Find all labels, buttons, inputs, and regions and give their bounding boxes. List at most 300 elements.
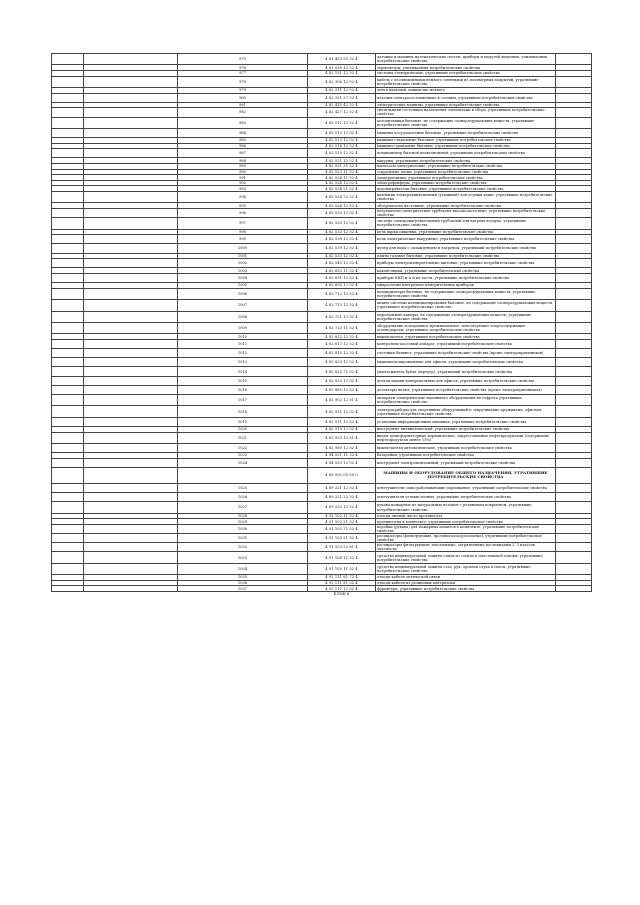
blank-cell-b [84,349,178,358]
waste-name: наконечники, утратившие потребительские свойства [376,268,556,274]
blank-cell-d [556,563,592,574]
table-row [52,524,592,533]
table-row [52,349,592,358]
fkko-code: 4 91 102 21 52 4 [308,519,376,525]
fkko-code: 4 84 521 11 52 4 [308,453,376,459]
blank-cell-d [556,117,592,128]
fkko-code: 4 89 221 12 52 4 [308,483,376,492]
row-number: 991 [178,175,308,181]
fkko-code: 4 91 104 11 52 4 [308,552,376,563]
blank-cell-d [556,524,592,533]
blank-cell-d [556,467,592,483]
table-row [52,218,592,229]
row-number: 1014 [178,367,308,376]
row-number: 1009 [178,322,308,333]
blank-cell-a [52,467,84,483]
waste-name: респираторы (фильтрующие, противогазоаэрозольные), утратившие потребительские свойства [376,534,556,543]
blank-cell-a [52,209,84,218]
fkko-code: 4 92 111 81 52 4 [308,580,376,586]
blank-cell-a [52,552,84,563]
fkko-code: 4 82 543 12 52 4 [308,259,376,268]
row-number: 987 [178,149,308,158]
row-number: 1032 [178,543,308,552]
blank-cell-b [84,552,178,563]
blank-cell-b [84,395,178,406]
blank-cell-b [84,235,178,244]
waste-name: светильники состоящих назначения элементами в сборе, утратившие потребительские свойства [376,108,556,117]
blank-cell-a [52,458,84,467]
blank-cell-d [556,502,592,513]
row-number: 975 [178,54,308,65]
table-row [52,395,592,406]
fkko-code: 4 82 524 11 52 4 [308,175,376,181]
table-row [52,493,592,502]
fkko-code: 4 82 515 12 52 4 [308,149,376,158]
row-number: 993 [178,186,308,192]
fkko-code: 4 82 526 12 52 4 [308,203,376,209]
row-number: 978 [178,76,308,87]
table-row [52,259,592,268]
blank-cell-d [556,192,592,203]
blank-cell-d [556,288,592,299]
blank-cell-d [556,128,592,137]
fkko-code: 4 82 911 12 52 4 [308,406,376,417]
blank-cell-a [52,395,84,406]
fkko-code: 4 81 453 93 52 4 [308,54,376,65]
row-number: 998 [178,229,308,235]
fkko-code: 4 82 511 12 52 4 [308,117,376,128]
waste-name: установки информационных машинах, утратившие потребительские свойства [376,417,556,426]
fkko-code: 4 82 351 27 52 4 [308,93,376,102]
waste-name: фурнитура, утратившие потребительские свойства [376,586,556,592]
blank-cell-b [84,288,178,299]
blank-cell-d [556,367,592,376]
row-number: 994 [178,192,308,203]
table-footer [52,592,592,597]
blank-cell-a [52,417,84,426]
waste-name: рукава пожарные из натуральных волокон с резиновым покрытием, утратившие потребительские свойства [376,502,556,513]
waste-name: стиральные доски, утратившие потребительские свойства [376,169,556,175]
blank-cell-d [556,273,592,282]
waste-name: морозильные камеры, не содержащие озоноразрушающих веществ, утратившие потребительские свойства [376,311,556,322]
fkko-code: 4 82 823 12 52 4 [308,358,376,367]
waste-name: инструмент электромонтажный, утративший потребительские свойства [376,458,556,467]
table-row [52,300,592,311]
blank-cell-a [52,108,84,117]
table-row [52,432,592,443]
waste-name: кабель с изоляционными немного сменными из полимерных покрытий, утратившие потребительские свойства [376,76,556,87]
blank-cell-d [556,543,592,552]
row-number: 986 [178,143,308,149]
waste-name: пылесосы электрические, утратившие потребительские свойства [376,164,556,170]
waste-name: электроплитки, утратившие потребительские свойства [376,175,556,181]
fkko-code: 4 82 815 12 52 4 [308,349,376,358]
fkko-code: 4 84 553 12 52 4 [308,458,376,467]
fkko-code: 4 82 533 12 52 4 [308,253,376,259]
waste-name: печь электрические вакуумные, утратившие потребительские свойства [376,235,556,244]
waste-name: приборы электроизмерительные щитовые, утратившие потребительские свойства [376,259,556,268]
blank-cell-b [84,209,178,218]
blank-cell-b [84,524,178,533]
waste-name: батарейки, утратившие потребительские свойства [376,453,556,459]
waste-name: средства индивидуальной защиты глаз, рук, органов слуха в смеси, утратившие потребительские свойства [376,563,556,574]
blank-cell-a [52,524,84,533]
block-label: БЛОК 6 [308,592,376,597]
blank-cell-d [556,311,592,322]
blank-cell-a [52,543,84,552]
blank-cell-a [52,432,84,443]
blank-cell-a [52,406,84,417]
waste-name: отходы кабеля из резиновых материалов [376,580,556,586]
fkko-code: 4 82 825 12 52 4 [308,376,376,385]
fkko-code: 4 82 521 31 52 4 [308,164,376,170]
row-number: 1018 [178,406,308,417]
table-row [52,358,592,367]
waste-name: лента вдающей зажимстве медного [376,87,556,93]
blank-cell-b [84,192,178,203]
table-body [52,54,592,592]
row-number: 1020 [178,426,308,432]
fkko-code: 4 91 103 52 61 4 [308,543,376,552]
table-row [52,288,592,299]
fkko-code: 4 82 721 12 52 4 [308,311,376,322]
fkko-code: 4 81 555 12 52 4 [308,65,376,71]
table-row [52,458,592,467]
row-number: 1006 [178,288,308,299]
waste-name: счетчики банкнот, утратившие потребительские свойства (кроме электроприемников) [376,349,556,358]
waste-name: детекторы валют, утратившие потребительские свойства (кроме электроприемников) [376,385,556,394]
blank-cell-b [84,93,178,102]
row-number: 1010 [178,334,308,340]
blank-cell-a [52,367,84,376]
fkko-code: 4 82 812 12 52 4 [308,334,376,340]
table-row [52,54,592,65]
table-row [52,543,592,552]
waste-name: изделия электросостоименные в сотовых, утратившие потребительских свойства [376,93,556,102]
blank-cell-b [84,311,178,322]
fkko-code: 4 91 105 11 52 4 [308,563,376,574]
row-number: 996 [178,209,308,218]
blank-cell-d [556,322,592,333]
row-number: 1012 [178,349,308,358]
table-row [52,93,592,102]
blank-cell-a [52,76,84,87]
waste-name: система электронагревательный трубчатый для нагрева воздуха, утратившие потребительские свойства [376,218,556,229]
blank-cell-d [556,458,592,467]
table-row [52,128,592,137]
waste-classification-table [51,53,592,596]
fkko-code: 4 82 691 12 52 4 [308,273,376,282]
row-number: 1019 [178,417,308,426]
fkko-code: 4 82 925 12 51 4 [308,432,376,443]
row-number: 1015 [178,376,308,385]
row-number: 1013 [178,358,308,367]
row-number: 989 [178,164,308,170]
waste-name: кулер для воды с охлаждением и нагревом, утративший потребительские свойства [376,244,556,253]
waste-name: коробки (рукава) для пожарных шлангов в комплекте, утратившие потребительские свойства [376,524,556,533]
waste-name: выключатели автоматические, утратившие потребительские свойства [376,443,556,452]
fkko-code: 4 91 102 71 52 4 [308,524,376,533]
waste-name: электрические машины, утратившие потребительские свойства [376,102,556,108]
waste-name: вводы трансформаторные керамические, запрессованные нефтепродуктами (содержание нефтепродуктов менее 15%) [376,432,556,443]
blank-cell-b [84,406,178,417]
blank-cell-a [52,218,84,229]
fkko-code: 4 82 151 12 52 4 [308,70,376,76]
waste-name: кондиционеры бытовые, не содержащие озоноразрушающих веществ, утратившие потребительские свойства [376,288,556,299]
blank-cell-b [84,443,178,452]
row-number [178,467,308,483]
blank-cell-d [556,259,592,268]
row-number: 979 [178,87,308,93]
blank-cell-b [84,218,178,229]
blank-cell-b [84,417,178,426]
row-number: 1021 [178,432,308,443]
row-number: 988 [178,158,308,164]
blank-cell-b [84,385,178,394]
blank-cell-d [556,432,592,443]
waste-name: термометры, учитываемых потребительские свойства [376,65,556,71]
blank-cell-a [52,259,84,268]
fkko-code: 4 82 512 12 52 4 [308,128,376,137]
blank-cell-a [52,288,84,299]
waste-name: обогреватели настенные, утратившие потребительские свойства [376,203,556,209]
blank-cell-a [52,244,84,253]
blank-cell-d [556,385,592,394]
fkko-code: 4 92 111 81 72 4 [308,575,376,581]
row-number: 977 [178,70,308,76]
table-row [52,534,592,543]
row-number: 1011 [178,339,308,348]
blank-cell-d [556,376,592,385]
waste-name: машины сушильные бытовые, утратившие потребительские свойства [376,143,556,149]
fkko-code: 4 93 111 12 52 4 [308,586,376,592]
waste-name: контрольно-кассовый аппарат, утративший потребительские свойства [376,339,556,348]
waste-name: средства индивидуальной защиты очков из стекла и пластиковой основы, утратившие потребительские свойства [376,552,556,563]
blank-cell-d [556,235,592,244]
table-row [52,117,592,128]
table-row [52,209,592,218]
row-number: 1007 [178,300,308,311]
blank-cell-b [84,563,178,574]
blank-cell-b [84,128,178,137]
blank-cell-d [556,552,592,563]
row-number: 1027 [178,502,308,513]
row-number: 1023 [178,453,308,459]
waste-name: микросхемы контрольно-измерительных приборов [376,283,556,289]
waste-name: противогазы в комплекте, утратившие потребительские свойства [376,519,556,525]
fkko-code: 4 82 524 21 52 4 [308,186,376,192]
table-row [52,406,592,417]
waste-name: паяльник электрокипятильный (утюжный) для осушки кожи, утратившие потребительские свойства [376,192,556,203]
blank-cell-a [52,128,84,137]
row-number: 1016 [178,385,308,394]
blank-cell-a [52,300,84,311]
table-row [52,417,592,426]
blank-cell-b [84,322,178,333]
fkko-code: 4 82 723 11 52 4 [308,322,376,333]
row-number: 1031 [178,534,308,543]
row-number: 1028 [178,513,308,519]
blank-cell-a [52,502,84,513]
waste-name: аппараты электрические машинного оборудования не гофрета утратившие потребительские свойства [376,395,556,406]
row-number: 1008 [178,311,308,322]
blank-cell-a [52,443,84,452]
waste-name: машины стиральные бытовые, утратившие потребительские свойства [376,138,556,144]
fkko-code: 4 82 513 12 52 4 [308,138,376,144]
table-row [52,108,592,117]
waste-name: электроприборы для спортивных оборудований и закручивание пружинами, офисная, утратившие потребительские свойства [376,406,556,417]
row-number: 1029 [178,519,308,525]
table-row [52,339,592,348]
fkko-code: 4 82 538 12 52 4 [308,235,376,244]
table-row [52,483,592,492]
row-number: 995 [178,203,308,209]
waste-name: машины посудомоечные бытовые, утратившие потребительские свойства [376,128,556,137]
table-row [52,322,592,333]
row-number: 985 [178,138,308,144]
fkko-code: 4 82 902 12 51 4 [308,395,376,406]
blank-cell-d [556,54,592,65]
row-number: 976 [178,65,308,71]
row-number: 1025 [178,483,308,492]
blank-cell-d [556,108,592,117]
table-row [52,273,592,282]
blank-cell-a [52,376,84,385]
table-row [52,502,592,513]
blank-cell-d [556,218,592,229]
waste-name: электрофенферы, утратившие потребительские свойства [376,180,556,186]
blank-cell-d [556,417,592,426]
row-number: 999 [178,235,308,244]
blank-cell-a [52,385,84,394]
blank-cell-b [84,108,178,117]
blank-cell-a [52,349,84,358]
blank-cell-d [556,443,592,452]
blank-cell-a [52,534,84,543]
table-row [52,563,592,574]
row-number: 1001 [178,253,308,259]
waste-name: кондиционер бытовой неавтономный, утратившие потребительские свойства [376,149,556,158]
table-row [52,149,592,158]
blank-cell-b [84,76,178,87]
fkko-code: 4 82 919 12 52 4 [308,426,376,432]
row-number: 1030 [178,524,308,533]
blank-cell-d [556,534,592,543]
blank-cell-d [556,93,592,102]
blank-cell-a [52,273,84,282]
blank-cell-b [84,273,178,282]
fkko-code: 4 82 825 71 52 4 [308,367,376,376]
fkko-code: 4 82 885 12 52 4 [308,385,376,394]
table-row [52,443,592,452]
table-row [52,192,592,203]
waste-name: респираторы фильтрующие текстильные, загрязненные пестицидами 2, 3 классов опасности [376,543,556,552]
fkko-code: 4 91 103 21 52 4 [308,534,376,543]
row-number: 981 [178,102,308,108]
blank-cell-d [556,244,592,253]
blank-cell-b [84,543,178,552]
row-number: 1004 [178,273,308,282]
waste-name: приборы КИП и А и их части, утратившие потребительские свойства [376,273,556,282]
blank-cell-b [84,493,178,502]
blank-cell-b [84,483,178,492]
row-number: 984 [178,128,308,137]
blank-cell-d [556,483,592,492]
fkko-code: 4 89 222 12 52 4 [308,502,376,513]
waste-name: детали машин копировальных для офисов, утратившие потребительские свойства [376,376,556,385]
blank-cell-a [52,358,84,367]
row-number: 1000 [178,244,308,253]
waste-name: системы электрические, утратившие потребительские свойства [376,70,556,76]
table-row [52,311,592,322]
waste-name: МАШИНЫ И ОБОРУДОВАНИЕ ОБЩЕГО НАЗНАЧЕНИЯ, УТРАТИВШИЕ ПОТРЕБИТЕЛЬСКИЕ СВОЙСТВА [376,467,556,483]
fkko-code: 4 82 427 12 52 4 [308,108,376,117]
fkko-code: 4 82 529 12 52 4 [308,209,376,218]
blank-cell-a [52,311,84,322]
waste-name: нагреватели электрические трубчатые высокочастотные, утратившие потребительские свойства [376,209,556,218]
blank-cell-b [84,458,178,467]
blank-cell-a [52,54,84,65]
blank-cell-d [556,339,592,348]
blank-cell-b [84,259,178,268]
fkko-code: 4 82 911 12 52 4 [308,417,376,426]
blank-cell-b [84,432,178,443]
waste-name: огнетушители углекислотные, утратившие потребительские свойства [376,493,556,502]
waste-name: машины копировальные для офисов, утратившие потребительские свойства [376,358,556,367]
blank-cell-b [84,358,178,367]
blank-cell-b [84,300,178,311]
blank-cell-b [84,376,178,385]
blank-cell-d [556,76,592,87]
fkko-code: 4 82 980 12 52 4 [308,443,376,452]
blank-cell-b [84,54,178,65]
table-row [52,376,592,385]
table-row [52,244,592,253]
fkko-code: 4 89 221 22 52 4 [308,493,376,502]
waste-name: плиты газовые бытовые, утратившие потребительские свойства [376,253,556,259]
table-row [52,367,592,376]
waste-name: вакуумы, утратившие потребительские свойства [376,158,556,164]
fkko-code: 4 82 532 12 52 4 [308,229,376,235]
table-row [52,552,592,563]
fkko-code: 4 82 523 11 52 4 [308,169,376,175]
row-number: 1017 [178,395,308,406]
fkko-code: 4 82 813 12 52 4 [308,339,376,348]
waste-name: выключатели, утратившие потребительские свойства [376,334,556,340]
row-number: 1024 [178,458,308,467]
blank-cell-d [556,406,592,417]
row-number: 1003 [178,268,308,274]
blank-cell-a [52,192,84,203]
fkko-code: 4 82 652 11 52 4 [308,268,376,274]
blank-cell-d [556,358,592,367]
fkko-code: 4 82 524 12 52 4 [308,180,376,186]
waste-name: печь варки пищевых, утратившие потребительские свойства [376,229,556,235]
blank-cell-b [84,467,178,483]
fkko-code: 4 82 514 12 52 4 [308,143,376,149]
blank-cell-a [52,93,84,102]
blank-cell-b [84,339,178,348]
row-number: 980 [178,93,308,102]
blank-cell-d [556,300,592,311]
section-header-row [52,467,592,483]
blank-cell-d [556,209,592,218]
row-number: 992 [178,180,308,186]
blank-cell-d [556,349,592,358]
fkko-code: 4 82 539 12 52 4 [308,244,376,253]
blank-cell-a [52,322,84,333]
blank-cell-a [52,483,84,492]
